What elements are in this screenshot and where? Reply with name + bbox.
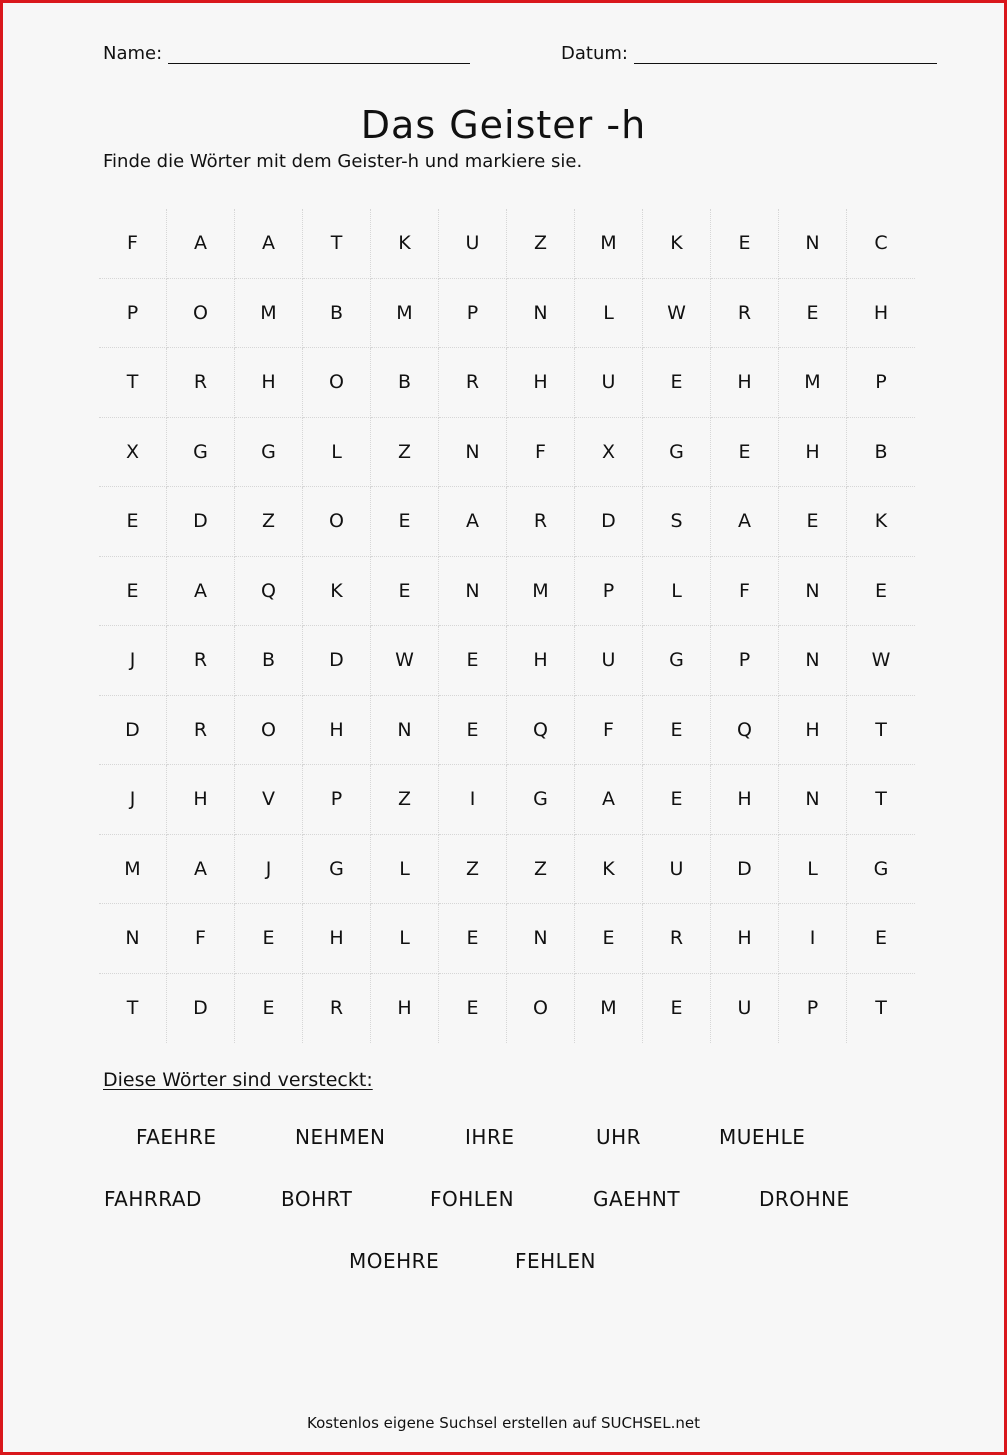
grid-cell[interactable]: E [643, 765, 711, 835]
hidden-words-heading: Diese Wörter sind versteckt: [103, 1069, 373, 1091]
grid-cell[interactable]: R [439, 348, 507, 418]
grid-cell[interactable]: T [875, 997, 887, 1020]
grid-cell[interactable]: K [303, 557, 371, 627]
grid-cell[interactable]: E [371, 557, 439, 627]
grid-cell[interactable]: W [371, 626, 439, 696]
grid-cell[interactable]: A [235, 209, 303, 279]
grid-cell[interactable]: H [235, 348, 303, 418]
grid-cell[interactable]: P [847, 348, 915, 418]
hidden-word: GAEHNT [593, 1187, 681, 1211]
grid-cell[interactable]: G [507, 765, 575, 835]
grid-cell[interactable]: R [643, 904, 711, 974]
grid-cell[interactable]: E [235, 974, 303, 1044]
grid-cell[interactable]: F [507, 418, 575, 488]
date-label: Datum: [561, 43, 628, 64]
grid-cell[interactable]: R [167, 696, 235, 766]
grid-cell[interactable]: U [439, 209, 507, 279]
grid-cell[interactable]: Z [507, 835, 575, 905]
grid-cell[interactable]: H [507, 348, 575, 418]
grid-cell[interactable]: A [167, 209, 235, 279]
hidden-word: MUEHLE [719, 1125, 806, 1149]
grid-cell[interactable]: H [847, 279, 915, 349]
grid-cell[interactable]: Z [371, 418, 439, 488]
grid-cell[interactable]: N [779, 765, 847, 835]
grid-cell[interactable]: F [711, 557, 779, 627]
grid-cell[interactable]: G [643, 626, 711, 696]
hidden-word: FAEHRE [136, 1125, 217, 1149]
grid-cell[interactable]: M [507, 557, 575, 627]
date-field[interactable] [561, 43, 937, 64]
grid-cell[interactable]: E [439, 904, 507, 974]
grid-cell[interactable]: L [779, 835, 847, 905]
grid-cell[interactable]: P [779, 974, 847, 1044]
grid-cell[interactable]: N [439, 418, 507, 488]
grid-cell[interactable]: E [643, 348, 711, 418]
grid-cell[interactable]: F [575, 696, 643, 766]
hidden-word: FEHLEN [515, 1249, 596, 1273]
grid-cell[interactable]: M [575, 209, 643, 279]
grid-cell[interactable]: N [779, 209, 847, 279]
grid-cell[interactable]: X [575, 418, 643, 488]
grid-cell[interactable]: P [575, 557, 643, 627]
grid-cell[interactable]: O [167, 279, 235, 349]
grid-cell[interactable]: Q [711, 696, 779, 766]
grid-cell[interactable]: G [235, 418, 303, 488]
grid-cell[interactable]: N [507, 904, 575, 974]
grid-cell[interactable]: O [507, 974, 575, 1044]
grid-cell[interactable]: N [371, 696, 439, 766]
grid-cell[interactable]: E [99, 487, 167, 557]
grid-cell[interactable]: R [711, 279, 779, 349]
name-field[interactable] [103, 43, 470, 64]
grid-cell[interactable]: E [371, 487, 439, 557]
grid-cell[interactable]: L [575, 279, 643, 349]
grid-cell[interactable]: A [167, 557, 235, 627]
grid-cell[interactable]: B [235, 626, 303, 696]
grid-cell[interactable]: D [167, 974, 235, 1044]
grid-cell[interactable]: A [711, 487, 779, 557]
grid-cell[interactable]: P [303, 765, 371, 835]
grid-cell[interactable]: R [507, 487, 575, 557]
hidden-word: DROHNE [759, 1187, 850, 1211]
grid-cell[interactable]: N [99, 904, 167, 974]
grid-cell[interactable]: H [711, 348, 779, 418]
word-search-grid [99, 209, 915, 1043]
grid-cell[interactable]: H [711, 904, 779, 974]
grid-cell[interactable]: N [779, 557, 847, 627]
grid-cell[interactable]: D [303, 626, 371, 696]
hidden-word: MOEHRE [349, 1249, 440, 1273]
grid-cell[interactable]: Z [507, 209, 575, 279]
grid-cell[interactable]: W [847, 626, 915, 696]
grid-cell[interactable]: R [167, 348, 235, 418]
grid-cell[interactable]: T [847, 765, 915, 835]
grid-cell[interactable]: E [847, 557, 915, 627]
grid-cell[interactable]: E [643, 974, 711, 1044]
hidden-word: UHR [596, 1125, 642, 1149]
grid-cell[interactable]: P [711, 626, 779, 696]
grid-cell[interactable]: F [99, 209, 167, 279]
grid-cell[interactable]: D [711, 835, 779, 905]
grid-cell[interactable]: Q [235, 557, 303, 627]
grid-cell[interactable]: E [643, 696, 711, 766]
grid-cell[interactable]: S [643, 487, 711, 557]
grid-cell[interactable]: H [779, 696, 847, 766]
grid-cell[interactable]: M [99, 835, 167, 905]
grid-cell[interactable]: E [439, 626, 507, 696]
grid-cell[interactable]: F [167, 904, 235, 974]
grid-cell[interactable]: V [235, 765, 303, 835]
grid-cell[interactable]: A [167, 835, 235, 905]
grid-cell[interactable]: P [99, 279, 167, 349]
grid-cell[interactable]: M [371, 279, 439, 349]
hidden-word: FAHRRAD [104, 1187, 202, 1211]
grid-cell[interactable]: O [303, 487, 371, 557]
grid-cell[interactable]: N [779, 626, 847, 696]
grid-cell[interactable]: J [235, 835, 303, 905]
grid-cell[interactable]: H [507, 626, 575, 696]
grid-cell[interactable]: K [575, 835, 643, 905]
grid-cell[interactable]: Z [235, 487, 303, 557]
grid-cell[interactable]: D [575, 487, 643, 557]
grid-cell[interactable]: E [711, 209, 779, 279]
footer-credit: Kostenlos eigene Suchsel erstellen auf SUCHSEL.net [307, 1414, 700, 1432]
grid-cell[interactable]: D [99, 696, 167, 766]
grid-cell[interactable]: M [235, 279, 303, 349]
grid-cell[interactable]: I [439, 765, 507, 835]
grid-cell[interactable]: O [303, 348, 371, 418]
grid-cell[interactable]: B [847, 418, 915, 488]
grid-cell[interactable]: Z [439, 835, 507, 905]
grid-cell[interactable]: G [643, 418, 711, 488]
grid-cell[interactable]: H [371, 974, 439, 1044]
grid-cell[interactable]: C [847, 209, 915, 279]
grid-cell[interactable]: M [779, 348, 847, 418]
grid-cell[interactable]: U [643, 835, 711, 905]
grid-cell[interactable]: E [847, 904, 915, 974]
hidden-word: IHRE [465, 1125, 515, 1149]
grid-cell[interactable]: E [779, 487, 847, 557]
grid-cell[interactable]: J [99, 626, 167, 696]
grid-cell[interactable]: H [711, 765, 779, 835]
grid-cell[interactable]: G [167, 418, 235, 488]
grid-cell[interactable]: B [371, 348, 439, 418]
grid-cell[interactable]: E [575, 904, 643, 974]
grid-cell[interactable]: R [303, 974, 371, 1044]
grid-cell[interactable]: Z [371, 765, 439, 835]
grid-cell[interactable]: G [847, 835, 915, 905]
grid-cell[interactable]: K [643, 209, 711, 279]
grid-cell[interactable]: T [99, 974, 167, 1044]
grid-cell[interactable]: T [847, 696, 915, 766]
page-title: Das Geister -h [360, 103, 647, 147]
date-blank-line[interactable] [634, 43, 937, 64]
grid-cell[interactable]: E [235, 904, 303, 974]
grid-cell[interactable]: K [371, 209, 439, 279]
grid-cell[interactable]: A [575, 765, 643, 835]
grid-cell[interactable]: A [439, 487, 507, 557]
hidden-word: NEHMEN [295, 1125, 386, 1149]
grid-cell[interactable]: E [711, 418, 779, 488]
grid-cell[interactable]: K [847, 487, 915, 557]
grid-cell[interactable]: U [575, 626, 643, 696]
grid-cell[interactable]: X [99, 418, 167, 488]
grid-cell[interactable]: J [99, 765, 167, 835]
grid-cell[interactable]: W [643, 279, 711, 349]
grid-cell[interactable]: L [371, 904, 439, 974]
grid-cell[interactable]: B [303, 279, 371, 349]
grid-cell[interactable]: E [99, 557, 167, 627]
hidden-word: FOHLEN [430, 1187, 515, 1211]
grid-cell[interactable]: G [303, 835, 371, 905]
grid-cell[interactable]: E [439, 974, 507, 1044]
grid-cell[interactable]: H [779, 418, 847, 488]
grid-cell[interactable]: N [439, 557, 507, 627]
grid-cell[interactable]: Q [507, 696, 575, 766]
grid-cell[interactable]: P [439, 279, 507, 349]
name-blank-line[interactable] [168, 43, 470, 64]
grid-cell[interactable]: E [779, 279, 847, 349]
grid-cell[interactable]: U [711, 974, 779, 1044]
grid-cell[interactable]: I [779, 904, 847, 974]
grid-cell[interactable]: D [167, 487, 235, 557]
grid-cell[interactable]: M [575, 974, 643, 1044]
grid-cell[interactable]: N [507, 279, 575, 349]
grid-cell[interactable]: R [167, 626, 235, 696]
grid-cell[interactable]: T [303, 209, 371, 279]
grid-cell[interactable]: H [303, 904, 371, 974]
grid-cell[interactable]: H [303, 696, 371, 766]
grid-cell[interactable]: L [303, 418, 371, 488]
instruction-text: Finde die Wörter mit dem Geister-h und markiere sie. [103, 151, 583, 172]
grid-cell[interactable]: H [167, 765, 235, 835]
grid-cell[interactable]: L [371, 835, 439, 905]
grid-cell[interactable]: E [439, 696, 507, 766]
grid-cell[interactable]: L [643, 557, 711, 627]
grid-cell[interactable]: T [99, 348, 167, 418]
grid-cell[interactable]: O [235, 696, 303, 766]
grid-cell[interactable]: U [575, 348, 643, 418]
hidden-word: BOHRT [281, 1187, 353, 1211]
name-label: Name: [103, 43, 163, 64]
